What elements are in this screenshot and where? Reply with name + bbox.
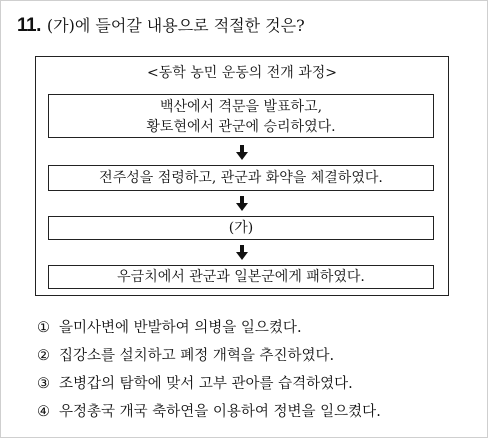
question-header [17, 15, 305, 37]
timeline-box [35, 56, 449, 296]
timeline-step-blank [48, 216, 434, 240]
option-number: ① [37, 320, 50, 336]
timeline-step-1 [48, 94, 434, 138]
option-number: ② [37, 348, 50, 364]
timeline-step-blank-label: (가) [228, 220, 254, 236]
question-text: (가)에 들어갈 내용으로 적절한 것은? [46, 16, 305, 35]
timeline-step-2 [48, 165, 434, 191]
answer-option-3[interactable] [37, 370, 477, 398]
option-text: 우정총국 개국 축하연을 이용하여 정변을 일으켰다. [59, 404, 381, 420]
timeline-step-4 [48, 265, 434, 289]
timeline-step-1-line-2: 황토현에서 관군에 승리하였다. [146, 119, 336, 135]
option-number: ④ [37, 404, 50, 420]
down-arrow-icon [234, 196, 250, 212]
timeline-step-1-line-1: 백산에서 격문을 발표하고, [159, 99, 323, 115]
answer-option-4[interactable] [37, 398, 477, 426]
down-arrow-icon [234, 145, 250, 161]
option-text: 집강소를 설치하고 폐정 개혁을 추진하였다. [59, 348, 335, 364]
question-number: 11. [17, 15, 41, 36]
down-arrow-icon [234, 245, 250, 261]
answer-option-2[interactable] [37, 342, 477, 370]
timeline-title: <동학 농민 운동의 전개 과정> [146, 65, 338, 81]
option-number: ③ [37, 376, 50, 392]
timeline-step-2-line-1: 전주성을 점령하고, 관군과 화약을 체결하였다. [99, 170, 383, 186]
answer-options [37, 314, 477, 426]
option-text: 조병갑의 탐학에 맞서 고부 관아를 습격하였다. [59, 376, 353, 392]
answer-option-1[interactable] [37, 314, 477, 342]
timeline-step-4-line-1: 우금치에서 관군과 일본군에게 패하였다. [117, 269, 365, 285]
option-text: 을미사변에 반발하여 의병을 일으켰다. [59, 320, 302, 336]
